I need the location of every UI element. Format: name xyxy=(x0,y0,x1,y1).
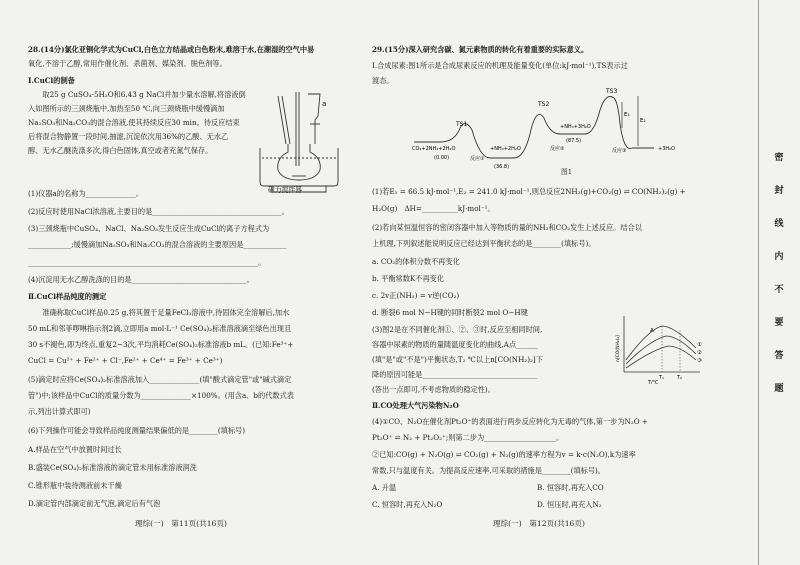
intermediate1-label: +NH₃+2H₂O xyxy=(490,146,521,152)
q28-section-title: Ⅰ.CuCl的制备 xyxy=(28,76,75,85)
condenser-tube xyxy=(278,96,290,144)
margin-char: 线 xyxy=(774,219,784,229)
ts2-label: TS2 xyxy=(538,101,550,108)
q29-q4-2-cont: 常数,只与温度有关。为提高反应速率,可采取的措施是________(填标号)。 xyxy=(372,466,605,475)
dropping-funnel xyxy=(308,94,320,144)
margin-char: 题 xyxy=(774,384,784,394)
q29-q3-cont: 降的原因可能是________________________________ xyxy=(372,370,538,379)
margin-char: 答 xyxy=(774,351,784,361)
q28-line: Na₂SO₃和Na₂CO₃的混合溶液,使其持续反应30 min。待反应结束 xyxy=(28,118,240,127)
margin-char: 封 xyxy=(774,186,784,196)
intermediate2-energy: (87.5) xyxy=(566,138,582,144)
step3-label: 反应③ xyxy=(612,148,627,154)
x-tick-t2: T₂ xyxy=(677,375,683,381)
q28-q3-cont: ____________;缓慢滴加Na₂SO₃和Na₂CO₃的混合溶液的主要原因是____________ xyxy=(28,240,287,249)
q28-q5-cont: 示,列出计算式即可) xyxy=(28,407,91,416)
energy-diagram xyxy=(410,84,710,170)
q29-q3-cont: 容器中尿素的物质的量随温度变化的曲线,A点______ xyxy=(372,340,538,349)
q28-q5-cont: 管")中;该样品中CuCl的质量分数为______________×100%。(用含a、b的代数式表 xyxy=(28,391,294,400)
q28-q2: (2)反应时使用NaCl浓溶液,主要目的是____________________________________。 xyxy=(28,207,289,216)
q28-line: 醇、无水乙醚洗涤多次,得白色固体,真空或者充氮气保存。 xyxy=(28,146,213,155)
q29-option-D: D. 恒压时,再充入N₂ xyxy=(537,500,602,509)
margin-char: 密 xyxy=(774,153,784,163)
q29-q2: (2)若向某恒温恒容的密闭容器中加入等物质的量的NH₃和CO₂发生上述反应。结合以 xyxy=(372,223,642,232)
q29-q1-cont: H₂O(g) ΔH=__________kJ·mol⁻¹。 xyxy=(372,204,495,213)
series-1-label: ① xyxy=(697,342,702,348)
q29-option-a: a. CO₂的体积分数不再变化 xyxy=(372,257,460,266)
sealed-line-notice xyxy=(766,150,792,414)
page-footer-right: 理综(一) 第12页(共16页) xyxy=(493,519,585,528)
apparatus-caption: 磁力搅拌器 xyxy=(268,186,302,194)
q28-q6: (6)下列操作可能会导致样品纯度测量结果偏低的是________(填标号) xyxy=(28,426,246,435)
q28-section-title: Ⅱ.CuCl样品纯度的测定 xyxy=(28,292,107,301)
q28-line: 30 s不褪色,即为终点,重复2~3次,平均消耗Ce(SO₄)₂标准溶液b mL。(已知:Fe³⁺+ xyxy=(28,340,294,349)
q28-line: 50 mL和邻菲啰啉指示剂2滴,立即用a mol·L⁻¹ Ce(SO₄)₂标准溶液滴至绿色出现且 xyxy=(28,324,292,333)
q29-option-C: C. 恒容时,再充入N₂O xyxy=(372,500,443,509)
q28-option-c: C.锥形瓶中装待测液前未干燥 xyxy=(28,481,122,490)
ts3-label: TS3 xyxy=(606,88,618,95)
e2-label: E₂ xyxy=(640,118,646,124)
q28-q4: (4)沉淀用无水乙醇洗涤的目的是________________________________。 xyxy=(28,275,254,284)
q28-line: 取25 g CuSO₄·5H₂O和6.43 g NaCl并加少量水溶解,将溶液倒 xyxy=(28,90,246,99)
q29-q4: (4)①CO、N₂O在催化剂Pt₂O⁺的表面进行两步反应转化为无毒的气体,第一步为N₂O + xyxy=(372,417,648,426)
fig1-caption: 图1 xyxy=(561,168,573,176)
e1-label: E₁ xyxy=(624,112,630,118)
thermometer xyxy=(296,92,299,166)
q29-option-d: d. 断裂6 mol N−H键的同时断裂2 mol O−H键 xyxy=(372,308,528,317)
q29-line: Ⅰ.合成尿素:图1所示是合成尿素反应的机理及能量变化(单位:kJ·mol⁻¹),TS表示过 xyxy=(372,61,628,70)
q29-q4-2: ②已知:CO(g) + N₂O(g) ⇌ CO₂(g) + N₂(g)的速率方程为v = k·c(N₂O),k为速率 xyxy=(372,450,636,459)
q29-line: 渡态。 xyxy=(372,76,394,85)
q28-line: 准确称取CuCl样品0.25 g,将其置于足量FeCl₃溶液中,待固体完全溶解后,加水 xyxy=(28,308,290,317)
page-footer-left: 理综(一) 第11页(共16页) xyxy=(135,519,227,528)
q29-line: 29.(15分)深入研究含碳、氮元素物质的转化有着重要的实际意义。 xyxy=(372,45,589,54)
q29-section-title: Ⅱ.CO处理大气污染物N₂O xyxy=(372,401,459,410)
q29-q3-cont: (答出一点即可,不考虑物质的稳定性)。 xyxy=(372,385,495,394)
q28-line: 28.(14分)氯化亚铜化学式为CuCl,白色立方结晶或白色粉末,难溶于水,在潮湿的空气中易 xyxy=(28,45,315,54)
q29-q4-cont: Pt₂O⁺ ⇌ N₂ + Pt₂O₂⁺;则第二步为____________________。 xyxy=(372,433,564,442)
fold-line xyxy=(758,0,759,565)
q28-option-a: A.样品在空气中放置时间过长 xyxy=(28,445,122,454)
q29-q3-cont: (填"是"或"不是")平衡状态,T₂ ℃以上n[CO(NH₂)₂]下 xyxy=(372,355,543,364)
y-axis-label: n[CO(NH₂)₂] xyxy=(616,335,621,362)
q29-q1: (1)若E₁ = 66.5 kJ·mol⁻¹,E₂ = 241.0 kJ·mol⁻¹,则总反应2NH₃(g)+CO₂(g) ⇌ CO(NH₂)₂(g) + xyxy=(372,187,686,196)
q29-option-A: A. 升温 xyxy=(372,483,397,492)
margin-char: 不 xyxy=(774,285,784,295)
q28-q3-blank: ________________________________________________________________。 xyxy=(28,258,266,267)
q28-option-d: D.滴定管内部滴定前无气泡,滴定后有气泡 xyxy=(28,499,161,508)
q29-q3: (3)图2是在不同催化剂①、②、③时,反应至相同时间, xyxy=(372,325,543,334)
q29-q2-cont: 上机理,下列叙述能说明反应已经达到平衡状态的是________(填标号)。 xyxy=(372,239,596,248)
ts1-label: TS1 xyxy=(456,121,468,128)
q28-line: 后将混合物静置一段时间,抽滤,沉淀依次用36%的乙酸、无水乙 xyxy=(28,132,229,141)
intermediate2-label: +NH₃+3H₂O xyxy=(560,124,591,130)
q28-q1: (1)仪器a的名称为______________。 xyxy=(28,189,144,198)
apparatus-diagram xyxy=(252,86,347,196)
series-2-line xyxy=(626,336,696,364)
q29-option-B: B. 恒容时,再充入CO xyxy=(537,483,604,492)
margin-char: 要 xyxy=(774,318,784,328)
q29-option-b: b. 平衡常数K不再变化 xyxy=(372,274,445,283)
q29-option-c: c. 2v正(NH₃) = v逆(CO₂) xyxy=(372,291,460,300)
reactants-energy: (0.00) xyxy=(434,155,450,161)
series-3-line xyxy=(626,346,696,368)
fig2-chart xyxy=(610,312,705,384)
margin-char: 内 xyxy=(774,252,784,262)
q28-q3: (3)三颈烧瓶中CuSO₄、NaCl、Na₂SO₃发生反应生成CuCl的离子方程式为 xyxy=(28,224,270,233)
products-label: +3H₂O xyxy=(658,146,676,152)
step1-label: 反应① xyxy=(470,156,485,162)
intermediate1-energy: (36.8) xyxy=(494,164,510,170)
series-1-line xyxy=(626,326,696,360)
step2-label: 反应② xyxy=(550,146,565,152)
reactants-label: CO₂+2NH₃+2H₂O xyxy=(412,146,456,152)
q28-line: 氧化,不溶于乙醇,常用作催化剂、杀菌剂、媒染剂、脱色剂等。 xyxy=(28,59,227,68)
series-3-label: ③ xyxy=(697,358,702,364)
q28-q5: (5)滴定时应将Ce(SO₄)₂标准溶液加入______________(填"酸式滴定管"或"碱式滴定 xyxy=(28,375,292,384)
x-tick-t1: T₁ xyxy=(659,375,665,381)
q28-line: 入如图所示的三颈烧瓶中,加热至50 ℃,向三颈烧瓶中缓慢滴加 xyxy=(28,104,225,113)
x-axis-label: T/℃ xyxy=(648,380,659,384)
series-2-label: ② xyxy=(697,350,702,356)
label-a: a xyxy=(322,100,327,108)
q28-option-b: B.盛装Ce(SO₄)₂标准溶液的滴定管未用标准溶液润洗 xyxy=(28,463,197,472)
q28-line: CuCl = Cu²⁺ + Fe²⁺ + Cl⁻,Fe²⁺ + Ce⁴⁺ = Fe³⁺ + Ce³⁺) xyxy=(28,356,223,365)
point-a-label: A xyxy=(650,328,654,334)
